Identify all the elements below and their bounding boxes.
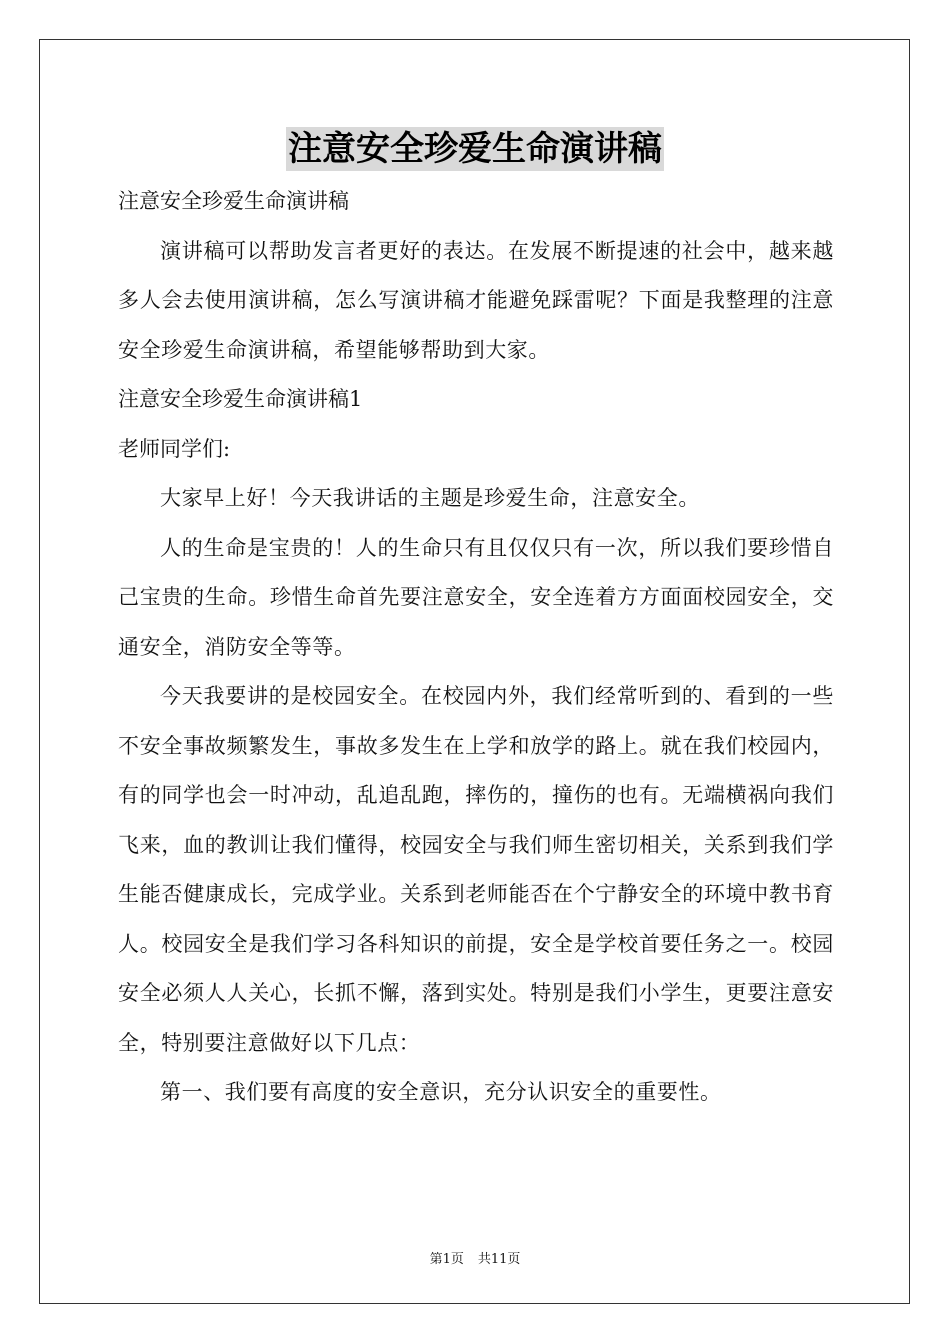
body-paragraph-2: 人的生命是宝贵的！人的生命只有且仅仅只有一次，所以我们要珍惜自己宝贵的生命。珍惜生命首先要注意安全，安全连着方方面面校园安全，交通安全，消防安全等等。 (118, 535, 834, 659)
intro-paragraph: 演讲稿可以帮助发言者更好的表达。在发展不断提速的社会中，越来越多人会去使用演讲稿，怎么写演讲稿才能避免踩雷呢？下面是我整理的注意安全珍爱生命演讲稿，希望能够帮助到大家。 (118, 238, 834, 362)
salutation: 老师同学们: (118, 436, 231, 461)
document-body (118, 177, 834, 1118)
document-title: 注意安全珍爱生命演讲稿 (288, 129, 662, 169)
page-number-total: 共11页 (477, 1252, 521, 1267)
body-paragraph-4: 第一、我们要有高度的安全意识，充分认识安全的重要性。 (160, 1080, 722, 1104)
title-container (0, 127, 950, 171)
page-number-current: 第1页 (429, 1252, 464, 1267)
body-paragraph-3: 今天我要讲的是校园安全。在校园内外，我们经常听到的、看到的一些不安全事故频繁发生，事故多发生在上学和放学的路上。就在我们校园内，有的同学也会一时冲动，乱追乱跑，摔伤的，撞伤的也有。无端横祸向我们飞来，血的教训让我们懂得，校园安全与我们师生密切相关，关系到我们学生能否健康成长，完成学业。关系到老师能否在个宁静安全的环境中教书育人。校园安全是我们学习各科知识的前提，安全是学校首要任务之一。校园安全必须人人关心，长抓不懈，落到实处。特别是我们小学生，更要注意安全，特别要注意做好以下几点： (118, 684, 834, 1055)
page-footer (0, 1248, 950, 1267)
section-heading: 注意安全珍爱生命演讲稿1 (118, 387, 363, 411)
body-paragraph-1: 大家早上好！今天我讲话的主题是珍爱生命，注意安全。 (160, 486, 700, 510)
document-subtitle: 注意安全珍爱生命演讲稿 (118, 189, 349, 213)
